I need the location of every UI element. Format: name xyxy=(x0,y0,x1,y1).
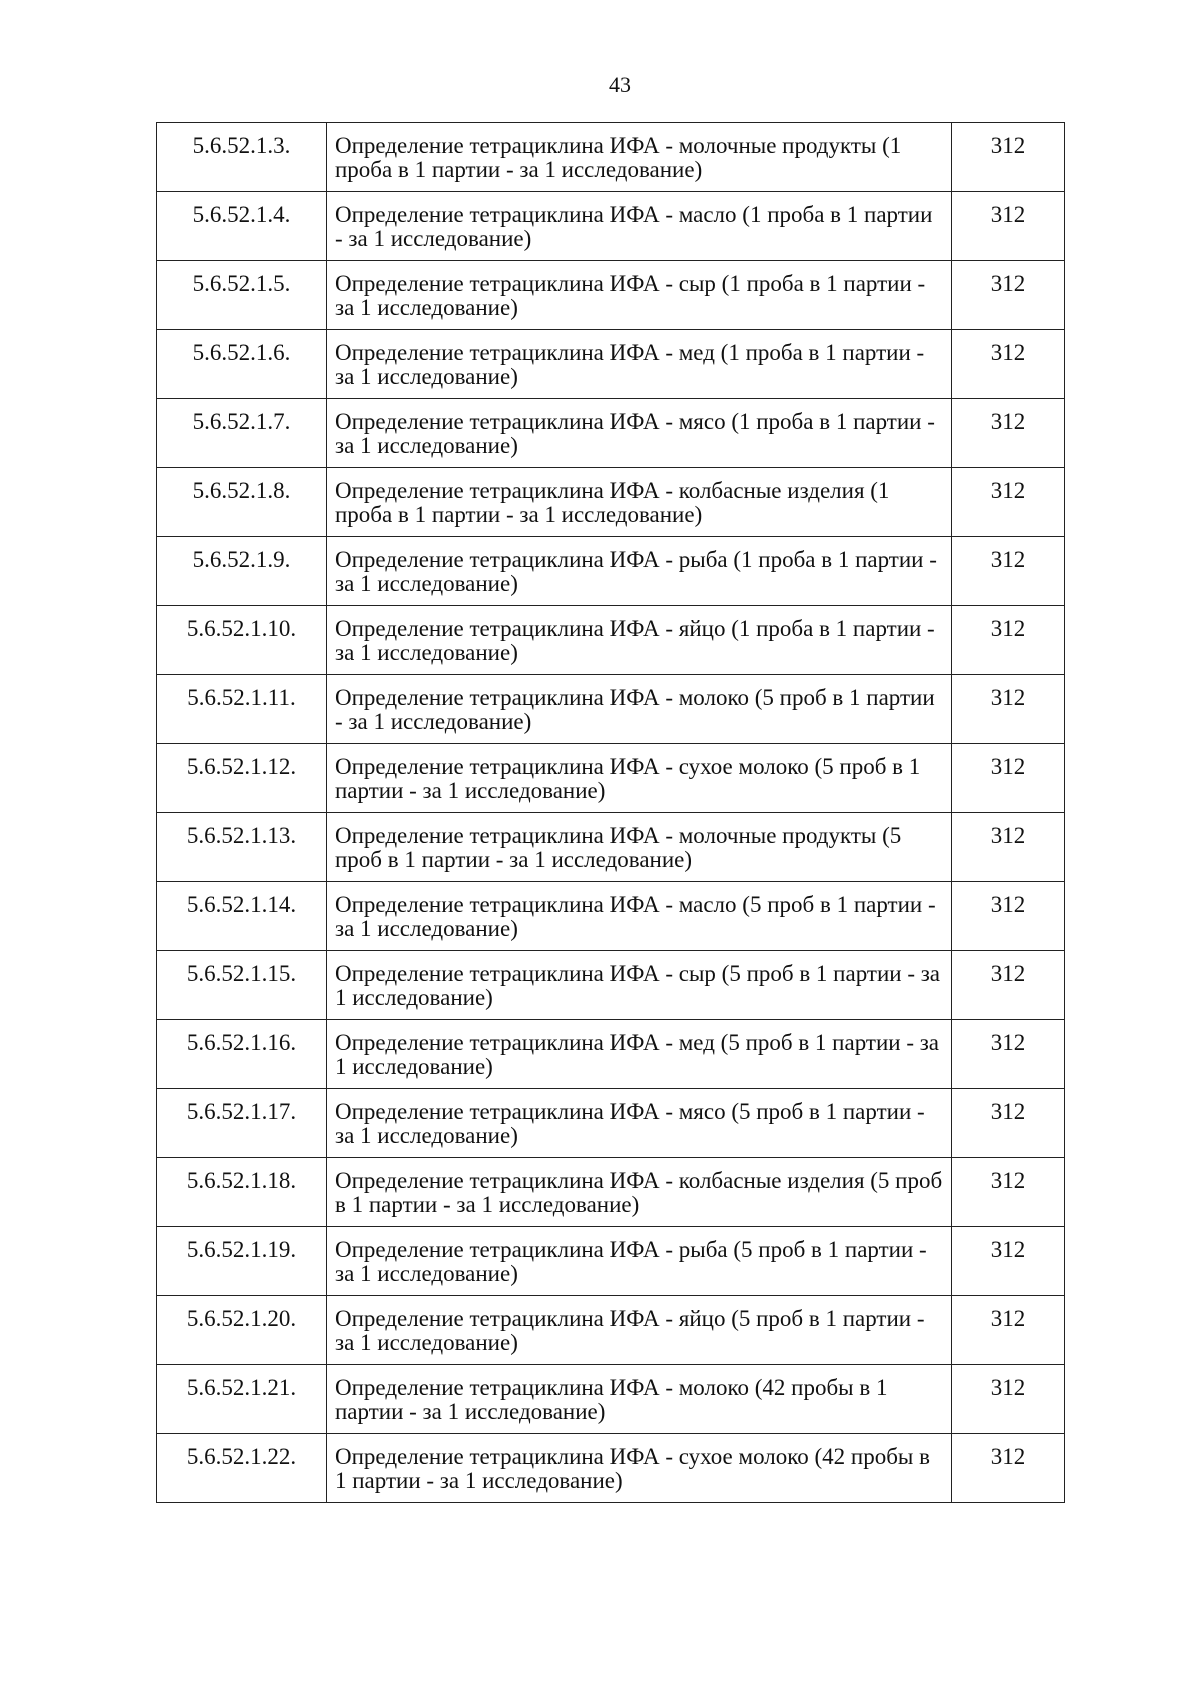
service-name-cell: Определение тетрациклина ИФА - масло (5 проб в 1 партии - за 1 исследование) xyxy=(327,882,952,951)
table-row xyxy=(157,882,1065,951)
service-price-cell: 312 xyxy=(952,1020,1065,1089)
service-price-cell: 312 xyxy=(952,123,1065,192)
service-code-cell: 5.6.52.1.7. xyxy=(157,399,327,468)
service-code-cell: 5.6.52.1.8. xyxy=(157,468,327,537)
service-code-cell: 5.6.52.1.10. xyxy=(157,606,327,675)
service-name-cell: Определение тетрациклина ИФА - мясо (1 проба в 1 партии - за 1 исследование) xyxy=(327,399,952,468)
table-row xyxy=(157,399,1065,468)
service-name-cell: Определение тетрациклина ИФА - сухое молоко (42 пробы в 1 партии - за 1 исследование) xyxy=(327,1434,952,1503)
table-row xyxy=(157,1365,1065,1434)
service-code-cell: 5.6.52.1.19. xyxy=(157,1227,327,1296)
service-code-cell: 5.6.52.1.22. xyxy=(157,1434,327,1503)
page-number: 43 xyxy=(609,72,631,97)
service-price-cell: 312 xyxy=(952,330,1065,399)
service-code-cell: 5.6.52.1.6. xyxy=(157,330,327,399)
service-code-cell: 5.6.52.1.13. xyxy=(157,813,327,882)
service-code-cell: 5.6.52.1.21. xyxy=(157,1365,327,1434)
service-code-cell: 5.6.52.1.15. xyxy=(157,951,327,1020)
service-code-cell: 5.6.52.1.4. xyxy=(157,192,327,261)
service-price-cell: 312 xyxy=(952,675,1065,744)
service-code-cell: 5.6.52.1.5. xyxy=(157,261,327,330)
service-price-cell: 312 xyxy=(952,882,1065,951)
table-row xyxy=(157,537,1065,606)
table-row xyxy=(157,744,1065,813)
service-code-cell: 5.6.52.1.18. xyxy=(157,1158,327,1227)
service-price-cell: 312 xyxy=(952,1227,1065,1296)
service-price-cell: 312 xyxy=(952,1158,1065,1227)
service-price-cell: 312 xyxy=(952,261,1065,330)
table-row xyxy=(157,813,1065,882)
service-name-cell: Определение тетрациклина ИФА - сыр (5 проб в 1 партии - за 1 исследование) xyxy=(327,951,952,1020)
table-row xyxy=(157,1020,1065,1089)
service-price-cell: 312 xyxy=(952,606,1065,675)
table-row xyxy=(157,261,1065,330)
service-name-cell: Определение тетрациклина ИФА - молочные продукты (1 проба в 1 партии - за 1 исследование) xyxy=(327,123,952,192)
table-row xyxy=(157,468,1065,537)
service-name-cell: Определение тетрациклина ИФА - рыба (5 проб в 1 партии - за 1 исследование) xyxy=(327,1227,952,1296)
service-name-cell: Определение тетрациклина ИФА - мясо (5 проб в 1 партии - за 1 исследование) xyxy=(327,1089,952,1158)
service-price-cell: 312 xyxy=(952,537,1065,606)
table-row xyxy=(157,330,1065,399)
service-price-cell: 312 xyxy=(952,1365,1065,1434)
service-name-cell: Определение тетрациклина ИФА - молоко (5 проб в 1 партии - за 1 исследование) xyxy=(327,675,952,744)
service-name-cell: Определение тетрациклина ИФА - мед (5 проб в 1 партии - за 1 исследование) xyxy=(327,1020,952,1089)
service-price-cell: 312 xyxy=(952,399,1065,468)
service-price-cell: 312 xyxy=(952,813,1065,882)
table-row xyxy=(157,606,1065,675)
table-row xyxy=(157,1089,1065,1158)
service-name-cell: Определение тетрациклина ИФА - масло (1 проба в 1 партии - за 1 исследование) xyxy=(327,192,952,261)
service-name-cell: Определение тетрациклина ИФА - молочные продукты (5 проб в 1 партии - за 1 исследование) xyxy=(327,813,952,882)
service-price-cell: 312 xyxy=(952,1089,1065,1158)
service-name-cell: Определение тетрациклина ИФА - сухое молоко (5 проб в 1 партии - за 1 исследование) xyxy=(327,744,952,813)
service-code-cell: 5.6.52.1.16. xyxy=(157,1020,327,1089)
service-name-cell: Определение тетрациклина ИФА - яйцо (5 проб в 1 партии - за 1 исследование) xyxy=(327,1296,952,1365)
table-row xyxy=(157,1158,1065,1227)
service-code-cell: 5.6.52.1.3. xyxy=(157,123,327,192)
table-body xyxy=(157,123,1065,1503)
service-code-cell: 5.6.52.1.9. xyxy=(157,537,327,606)
table-row xyxy=(157,123,1065,192)
service-price-cell: 312 xyxy=(952,468,1065,537)
service-price-cell: 312 xyxy=(952,744,1065,813)
table-row xyxy=(157,192,1065,261)
service-code-cell: 5.6.52.1.14. xyxy=(157,882,327,951)
table-row xyxy=(157,951,1065,1020)
table-row xyxy=(157,1227,1065,1296)
service-name-cell: Определение тетрациклина ИФА - сыр (1 проба в 1 партии - за 1 исследование) xyxy=(327,261,952,330)
service-price-cell: 312 xyxy=(952,1296,1065,1365)
service-name-cell: Определение тетрациклина ИФА - колбасные изделия (1 проба в 1 партии - за 1 исследование) xyxy=(327,468,952,537)
service-name-cell: Определение тетрациклина ИФА - рыба (1 проба в 1 партии - за 1 исследование) xyxy=(327,537,952,606)
service-price-cell: 312 xyxy=(952,192,1065,261)
service-name-cell: Определение тетрациклина ИФА - молоко (42 пробы в 1 партии - за 1 исследование) xyxy=(327,1365,952,1434)
service-name-cell: Определение тетрациклина ИФА - яйцо (1 проба в 1 партии - за 1 исследование) xyxy=(327,606,952,675)
table-row xyxy=(157,1434,1065,1503)
table-row xyxy=(157,1296,1065,1365)
service-price-cell: 312 xyxy=(952,1434,1065,1503)
service-code-cell: 5.6.52.1.17. xyxy=(157,1089,327,1158)
service-code-cell: 5.6.52.1.11. xyxy=(157,675,327,744)
service-name-cell: Определение тетрациклина ИФА - колбасные изделия (5 проб в 1 партии - за 1 исследование) xyxy=(327,1158,952,1227)
table-row xyxy=(157,675,1065,744)
service-price-cell: 312 xyxy=(952,951,1065,1020)
service-name-cell: Определение тетрациклина ИФА - мед (1 проба в 1 партии - за 1 исследование) xyxy=(327,330,952,399)
service-code-cell: 5.6.52.1.20. xyxy=(157,1296,327,1365)
service-code-cell: 5.6.52.1.12. xyxy=(157,744,327,813)
price-table xyxy=(156,122,1065,1503)
